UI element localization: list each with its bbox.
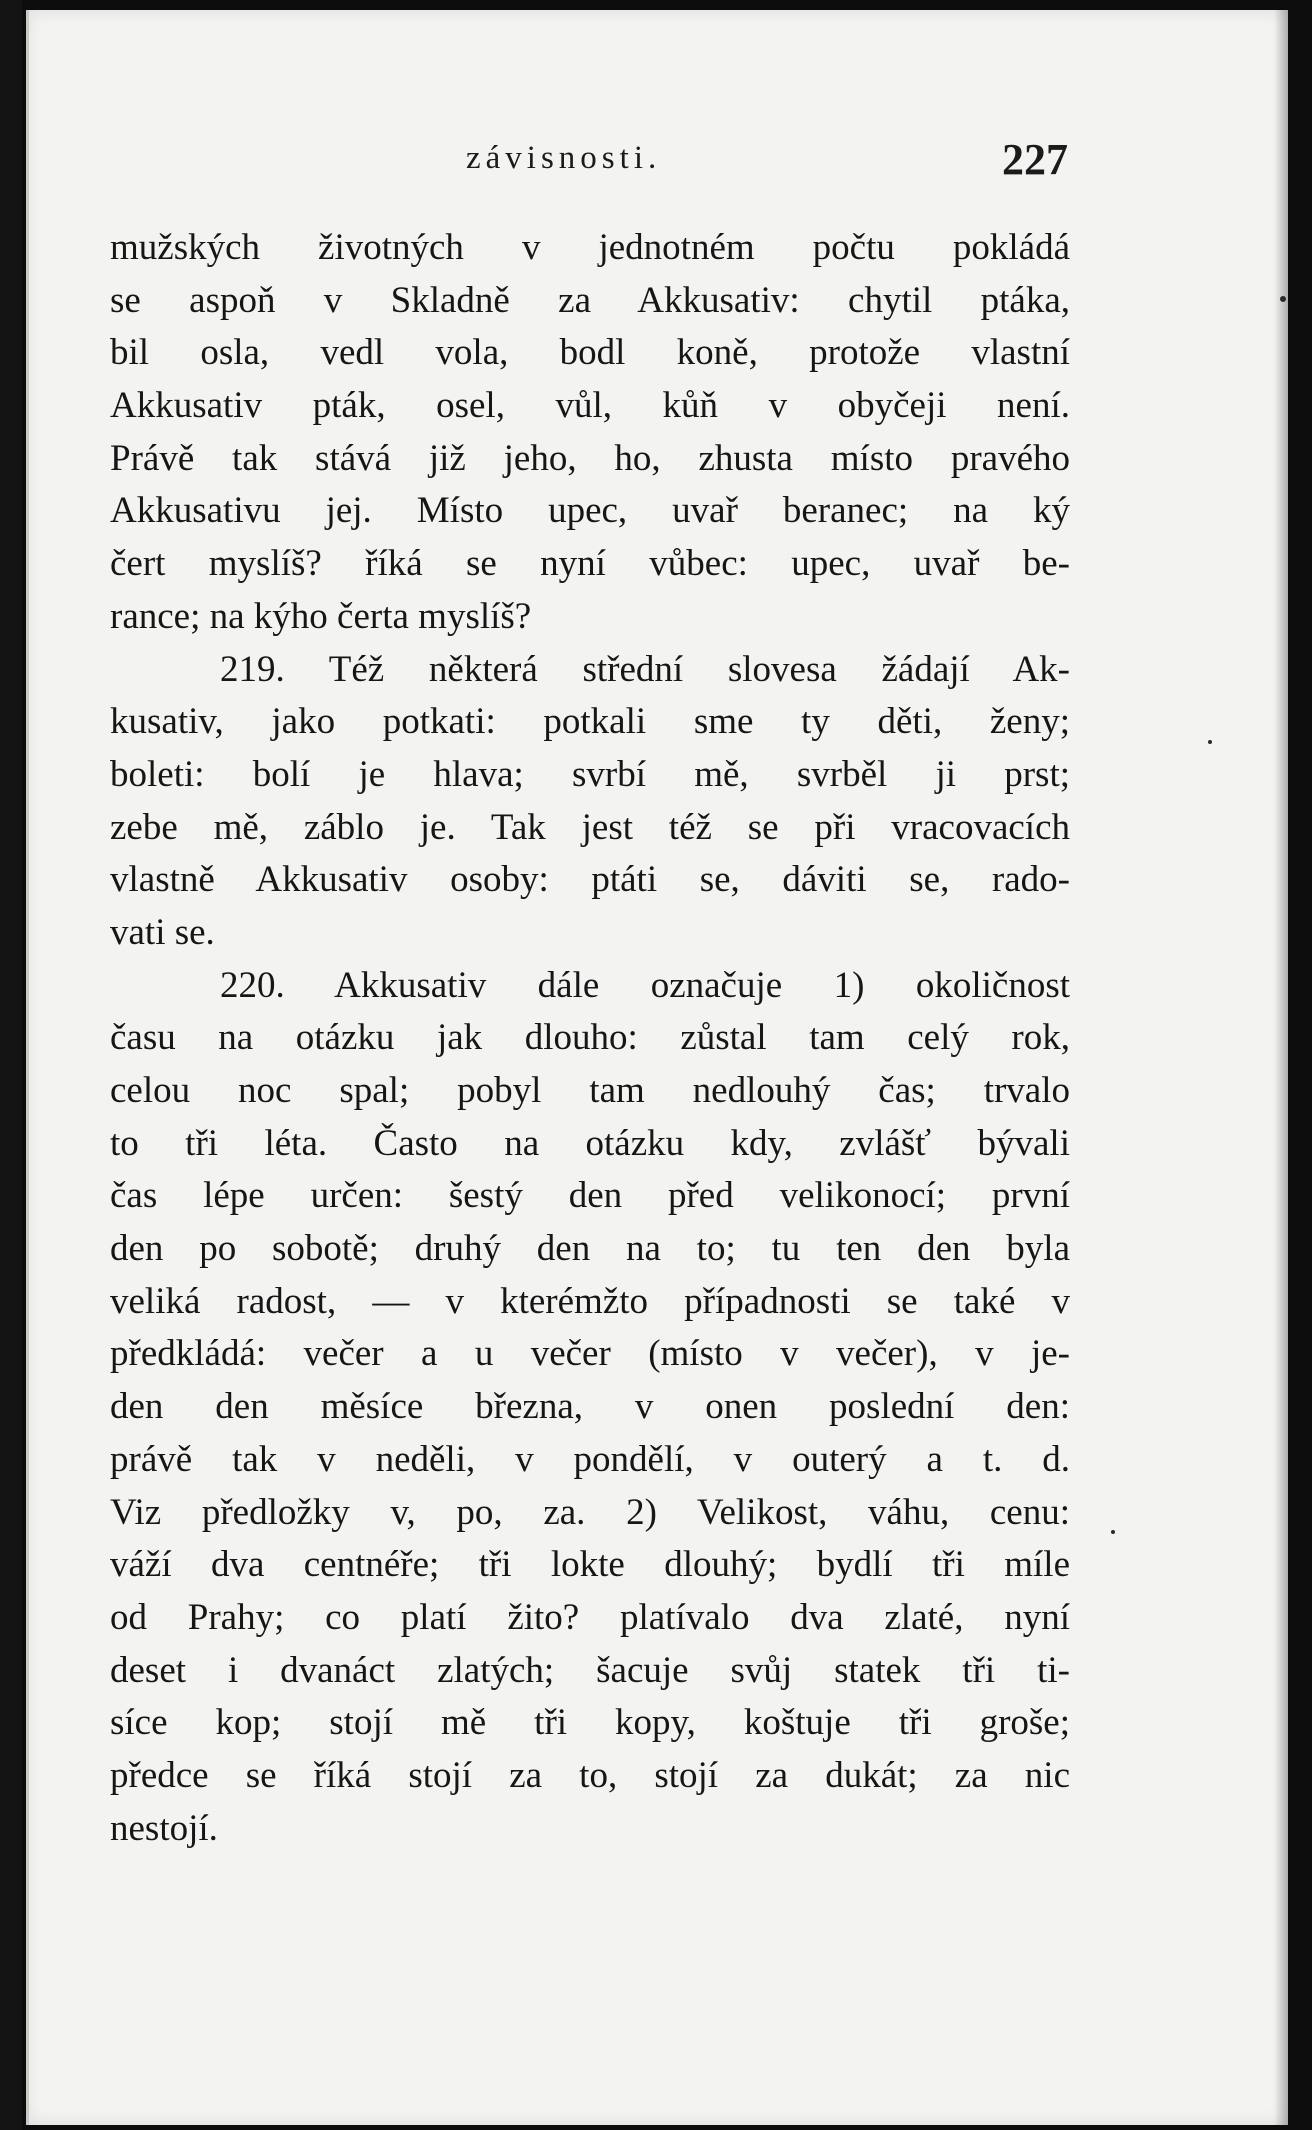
page-edge-line [26,10,29,2125]
text-line: bil osla, vedl vola, bodl koně, protože vlastní [110,332,1070,374]
text-line: to tři léta. Často na otázku kdy, zvlášť bývali [110,1122,1070,1164]
text-line: předkládá: večer a u večer (místo v večer), v je- [110,1333,1070,1375]
text-line: zebe mě, záblo je. Tak jest též se při vracovacích [110,806,1070,848]
ink-speck [1111,1530,1115,1534]
text-line: rance; na kýho čerta myslíš? [110,595,532,637]
ink-speck [1280,296,1286,302]
text-line: čas lépe určen: šestý den před velikonocí; první [110,1175,1070,1217]
paragraph-219-start: 219. Též některá střední slovesa žádají Ak- [220,648,1070,690]
text-line: deset i dvanáct zlatých; šacuje svůj statek tři ti- [110,1649,1070,1691]
text-line: Akkusativu jej. Místo upec, uvař beranec; na ký [110,490,1070,532]
running-head: závisnosti. [466,140,662,176]
text-line: Viz předložky v, po, za. 2) Velikost, váhu, cenu: [110,1491,1070,1533]
text-line: veliká radost, — v kterémžto případnosti se také v [110,1280,1070,1322]
ink-speck [1208,740,1212,744]
text-line: čert myslíš? říká se nyní vůbec: upec, uvař be- [110,543,1070,585]
text-line: kusativ, jako potkati: potkali sme ty děti, ženy; [110,701,1070,743]
scan-border [0,0,22,2130]
text-line: času na otázku jak dlouho: zůstal tam celý rok, [110,1017,1070,1059]
text-line: se aspoň v Skladně za Akkusativ: chytil ptáka, [110,279,1070,321]
paragraph-220-start: 220. Akkusativ dále označuje 1) okoličnost [220,964,1070,1006]
body-text [110,222,1070,1855]
text-line: den po sobotě; druhý den na to; tu ten den byla [110,1228,1070,1270]
text-line: celou noc spal; pobyl tam nedlouhý čas; trvalo [110,1070,1070,1111]
page-number: 227 [1002,135,1068,184]
text-line: mužských životných v jednotném počtu pokládá [110,227,1070,268]
text-line: Právě tak stává již jeho, ho, zhusta místo pravého [110,437,1070,479]
text-line: síce kop; stojí mě tři kopy, koštuje tři groše; [110,1702,1070,1744]
text-line: nestojí. [110,1807,218,1849]
text-line: vlastně Akkusativ osoby: ptáti se, dáviti se, rado- [110,859,1070,901]
page-header [110,135,1070,200]
text-line: váží dva centnéře; tři lokte dlouhý; bydlí tři míle [110,1544,1070,1586]
text-line: Akkusativ pták, osel, vůl, kůň v obyčeji není. [110,385,1070,427]
text-line: den den měsíce března, v onen poslední den: [110,1386,1070,1428]
text-line: boleti: bolí je hlava; svrbí mě, svrběl ji prst; [110,753,1070,795]
text-line: předce se říká stojí za to, stojí za dukát; za nic [110,1754,1070,1796]
page-gutter-shadow [1274,10,1288,2125]
text-line: vati se. [110,911,215,953]
text-line: od Prahy; co platí žito? platívalo dva zlaté, nyní [110,1596,1070,1638]
text-line: právě tak v neděli, v pondělí, v outerý a t. d. [110,1438,1070,1480]
